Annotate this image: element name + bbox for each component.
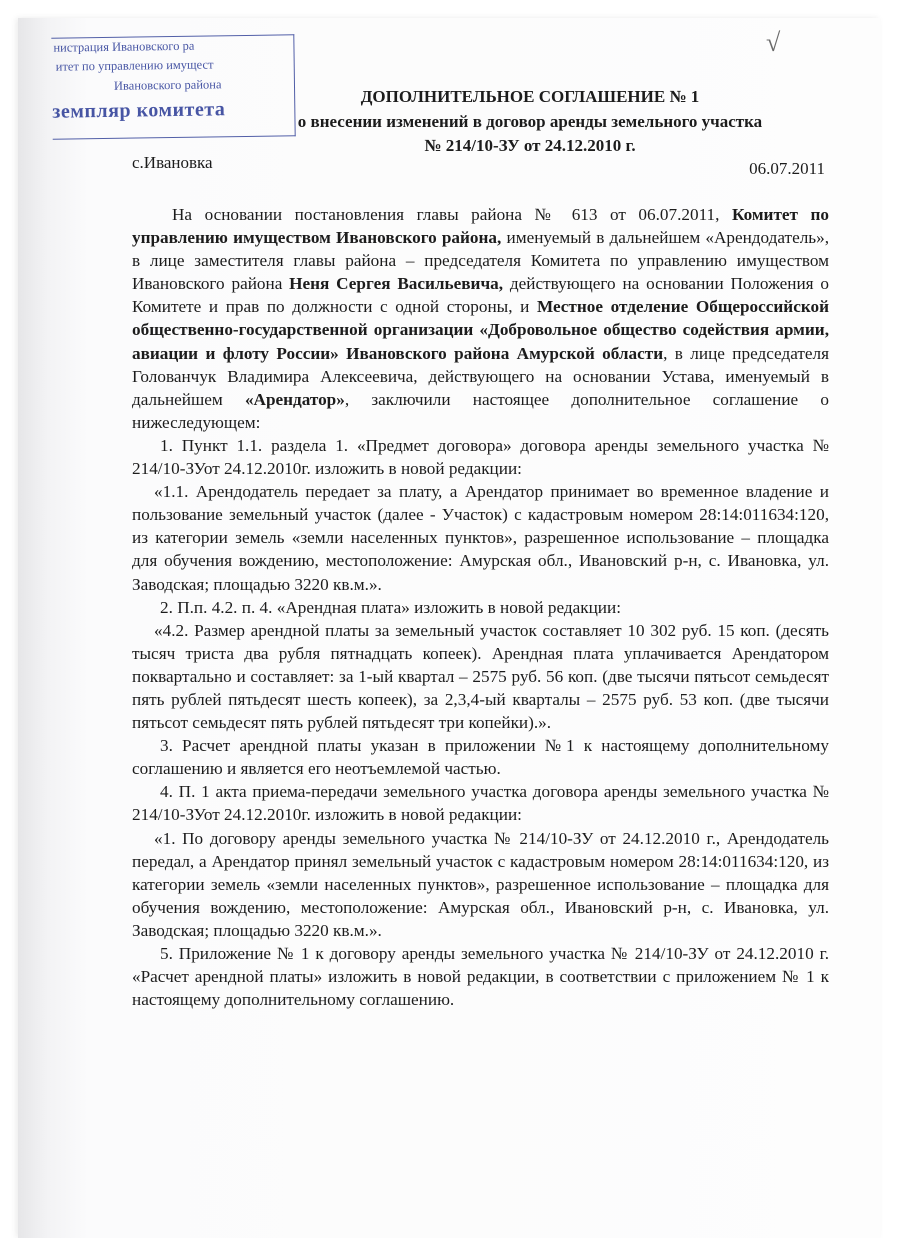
stamp-line-1: нистрация Ивановского ра bbox=[53, 38, 195, 55]
clause-1: 1. Пункт 1.1. раздела 1. «Предмет договора» договора аренды земельного участка № 214/10-ЗУот 24.12.2010г. изложить в новой редакции: bbox=[132, 435, 829, 479]
clause-4: 4. П. 1 акта приема-передачи земельного участка договора аренды земельного участка № 214/10-ЗУот 24.12.2010г. изложить в новой редакции: bbox=[132, 782, 829, 825]
clause-2: 2. П.п. 4.2. п. 4. «Арендная плата» изложить в новой редакции: bbox=[160, 597, 621, 617]
document-body bbox=[132, 203, 829, 1011]
clause-5: 5. Приложение № 1 к договору аренды земельного участка № 214/10-ЗУ от 24.12.2010 г. «Расчет арендной платы» изложить в новой редакции, в соответствии с приложением № 1 к настоящему дополнительному соглашению. bbox=[132, 944, 829, 1010]
clause-2-quote: «4.2. Размер арендной платы за земельный участок составляет 10 302 руб. 15 коп. (десять тысяч триста два рубля пятнадцать копеек). Арендная плата уплачивается Арендатором поквартально и составляет: за 1-ый квартал – 2575 руб. 56 коп. (две тысячи пятьсот семьдесят пять рублей пятьдесят шесть копеек), за 2,3,4-ый кварталы – 2575 руб. 53 коп. (две тысячи пятьсот семьдесят пять рублей пятьдесят три копейки).». bbox=[132, 620, 829, 733]
check-mark: √ bbox=[766, 28, 781, 57]
preamble-paragraph: На основании постановления главы района № 613 от 06.07.2011, Комитет по управлению имуществом Ивановского района, именуемый в дальнейшем «Арендодатель», в лице заместителя главы района – председателя Комитета по управлению имуществом Ивановского района Неня Сергея Васильевича, действующего на основании Положения о Комитете и прав по должности с одной стороны, и Местное отделение Общероссийской общественно-государственной организации «Добровольное общество содействия армии, авиации и флоту России» Ивановского района Амурской области, в лице председателя Голованчук Владимира Алексеевича, действующего на основании Устава, именуемый в дальнейшем «Арендатор», заключили настоящее дополнительное соглашение о нижеследующем: bbox=[132, 205, 830, 432]
contract-number: № 214/10-ЗУ от 24.12.2010 г. bbox=[424, 136, 636, 155]
stamp-line-2: итет по управлению имущест bbox=[55, 57, 214, 74]
document-subtitle: о внесении изменений в договор аренды земельного участка bbox=[297, 112, 763, 131]
stamp-line-4: земпляр комитета bbox=[52, 98, 226, 123]
clause-3: 3. Расчет арендной платы указан в приложении №1 к настоящему дополнительному соглашению и является его неотъемлемой частью. bbox=[132, 736, 829, 779]
stamp-line-3: Ивановского района bbox=[113, 77, 222, 93]
place-of-signing: с.Ивановка bbox=[132, 153, 213, 172]
document-date: 06.07.2011 bbox=[749, 159, 825, 178]
document-title: ДОПОЛНИТЕЛЬНОЕ СОГЛАШЕНИЕ № 1 bbox=[360, 87, 700, 106]
clause-4-quote: «1. По договору аренды земельного участка № 214/10-ЗУ от 24.12.2010 г., Арендодатель передал, а Арендатор принял земельный участок с кадастровым номером 28:14:011634:120, из категории земель «земли населенных пунктов», разрешенное использование – площадка для обучения вождению, местоположение: Амурская обл., Ивановский р-н, с. Ивановка, ул. Заводская; площадью 3220 кв.м.». bbox=[132, 828, 829, 940]
clause-1-quote: «1.1. Арендодатель передает за плату, а Арендатор принимает во временное владение и пользование земельный участок (далее - Участок) с кадастровым номером 28:14:011634:120, из категории земель «земли населенных пунктов», разрешенное использование – площадка для обучения вождению, местоположение: Амурская обл., Ивановский р-н, с. Ивановка, ул. Заводская; площадью 3220 кв.м.». bbox=[132, 482, 829, 594]
